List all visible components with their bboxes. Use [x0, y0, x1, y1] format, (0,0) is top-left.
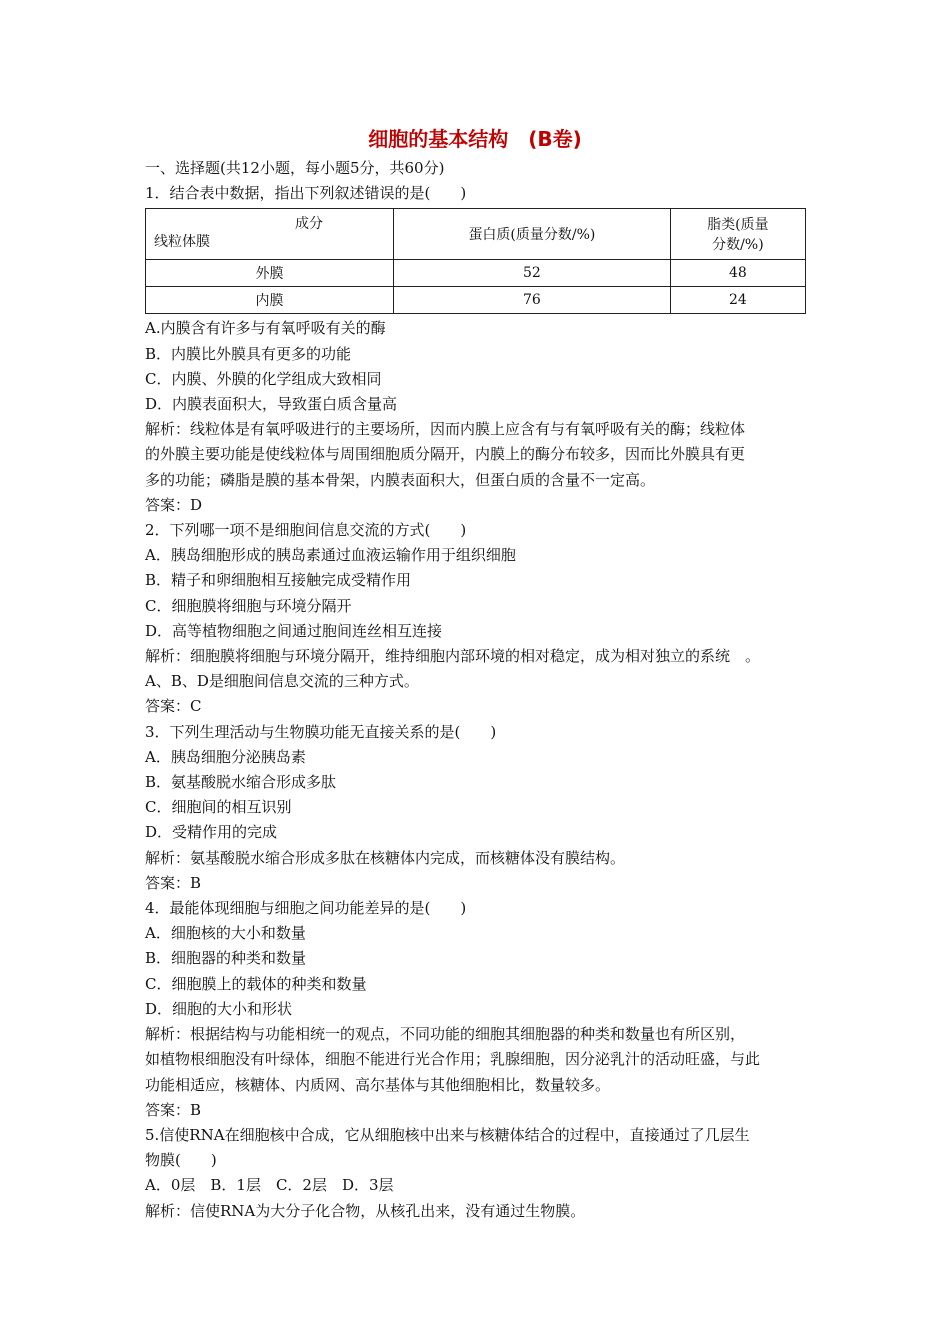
question-3-option-d: D．受精作用的完成 [145, 823, 278, 842]
question-1-stem: 1．结合表中数据，指出下列叙述错误的是( ) [145, 184, 467, 203]
question-4-option-c: C．细胞膜上的载体的种类和数量 [145, 974, 367, 993]
table-cell-name: 外膜 [146, 260, 394, 287]
question-3-analysis-line: 解析：氨基酸脱水缩合形成多肽在核糖体内完成，而核糖体没有膜结构。 [145, 848, 626, 867]
question-4-analysis-line: 功能相适应，核糖体、内质网、高尔基体与其他细胞相比，数量较多。 [145, 1075, 611, 1094]
table-cell-name: 内膜 [146, 287, 394, 314]
question-5-analysis-line: 解析：信使RNA为大分子化合物，从核孔出来，没有通过生物膜。 [145, 1201, 586, 1220]
question-1-analysis-line: 解析：线粒体是有氧呼吸进行的主要场所，因而内膜上应含有与有氧呼吸有关的酶；线粒体 [145, 420, 746, 439]
question-3-option-a: A．胰岛细胞分泌胰岛素 [145, 747, 306, 766]
table-cell-protein: 52 [394, 260, 671, 287]
table-header-lipid [670, 209, 805, 260]
table-row [146, 260, 806, 287]
question-2-stem: 2．下列哪一项不是细胞间信息交流的方式( ) [145, 521, 467, 540]
section-heading: 一、选择题(共12小题，每小题5分，共60分) [145, 159, 445, 177]
question-4-option-d: D．细胞的大小和形状 [145, 999, 293, 1018]
table-cell-protein: 76 [394, 287, 671, 314]
question-2-answer: 答案：C [145, 697, 202, 716]
question-2-option-c: C．细胞膜将细胞与环境分隔开 [145, 596, 352, 615]
document-body [145, 156, 810, 1224]
table-row [146, 287, 806, 314]
question-4-analysis-line: 解析：根据结构与功能相统一的观点，不同功能的细胞其细胞器的种类和数量也有所区别， [145, 1025, 746, 1044]
question-3-answer: 答案：B [145, 873, 202, 892]
table-cell-lipid: 48 [670, 260, 805, 287]
question-2-analysis-line: 解析：细胞膜将细胞与环境分隔开，维持细胞内部环境的相对稳定，成为相对独立的系统 。 [145, 647, 761, 666]
question-2-option-d: D．高等植物细胞之间通过胞间连丝相互连接 [145, 621, 443, 640]
question-4-option-a: A．细胞核的大小和数量 [145, 924, 306, 943]
question-2-option-b: B．精子和卵细胞相互接触完成受精作用 [145, 571, 412, 590]
question-4-stem: 4．最能体现细胞与细胞之间功能差异的是( ) [145, 899, 467, 918]
question-1-option-d: D．内膜表面积大，导致蛋白质含量高 [145, 395, 398, 414]
page-title: 细胞的基本结构 (B卷) [368, 127, 582, 151]
table-corner-bottom: 线粒体膜 [154, 234, 210, 251]
question-5-stem-line: 物膜( ) [145, 1151, 217, 1170]
question-4-analysis-line: 如植物根细胞没有叶绿体，细胞不能进行光合作用；乳腺细胞，因分泌乳汁的活动旺盛，与此 [145, 1050, 761, 1069]
question-4-answer: 答案：B [145, 1100, 202, 1119]
table-corner-top: 成分 [295, 216, 323, 233]
table-cell-lipid: 24 [670, 287, 805, 314]
question-1-answer: 答案：D [145, 495, 203, 514]
question-1-option-a: A.内膜含有许多与有氧呼吸有关的酶 [145, 319, 386, 338]
question-2-option-a: A．胰岛细胞形成的胰岛素通过血液运输作用于组织细胞 [145, 546, 516, 565]
question-1-analysis-line: 多的功能；磷脂是膜的基本骨架，内膜表面积大，但蛋白质的含量不一定高。 [145, 470, 656, 489]
question-1-analysis-line: 的外膜主要功能是使线粒体与周围细胞质分隔开，内膜上的酶分布较多，因而比外膜具有更 [145, 445, 746, 464]
table-header-lipid-line2: 分数/%) [712, 237, 764, 254]
table-header-lipid-line1: 脂类(质量 [707, 217, 769, 234]
question-3-option-b: B．氨基酸脱水缩合形成多肽 [145, 773, 337, 792]
question-5-options: A．0层 B．1层 C．2层 D．3层 [145, 1176, 394, 1195]
table-header-protein: 蛋白质(质量分数/%) [394, 209, 671, 260]
table-corner-cell [146, 209, 394, 260]
question-1-option-c: C．内膜、外膜的化学组成大致相同 [145, 369, 382, 388]
question-3-stem: 3．下列生理活动与生物膜功能无直接关系的是( ) [145, 722, 497, 741]
question-4-option-b: B．细胞器的种类和数量 [145, 949, 307, 968]
question-1-option-b: B．内膜比外膜具有更多的功能 [145, 344, 352, 363]
mitochondria-membrane-table [145, 208, 806, 314]
question-5-stem-line: 5.信使RNA在细胞核中合成，它从细胞核中出来与核糖体结合的过程中，直接通过了几层生 [145, 1125, 750, 1144]
question-2-analysis-line: A、B、D是细胞间信息交流的三种方式。 [145, 672, 419, 691]
question-3-option-c: C．细胞间的相互识别 [145, 798, 292, 817]
